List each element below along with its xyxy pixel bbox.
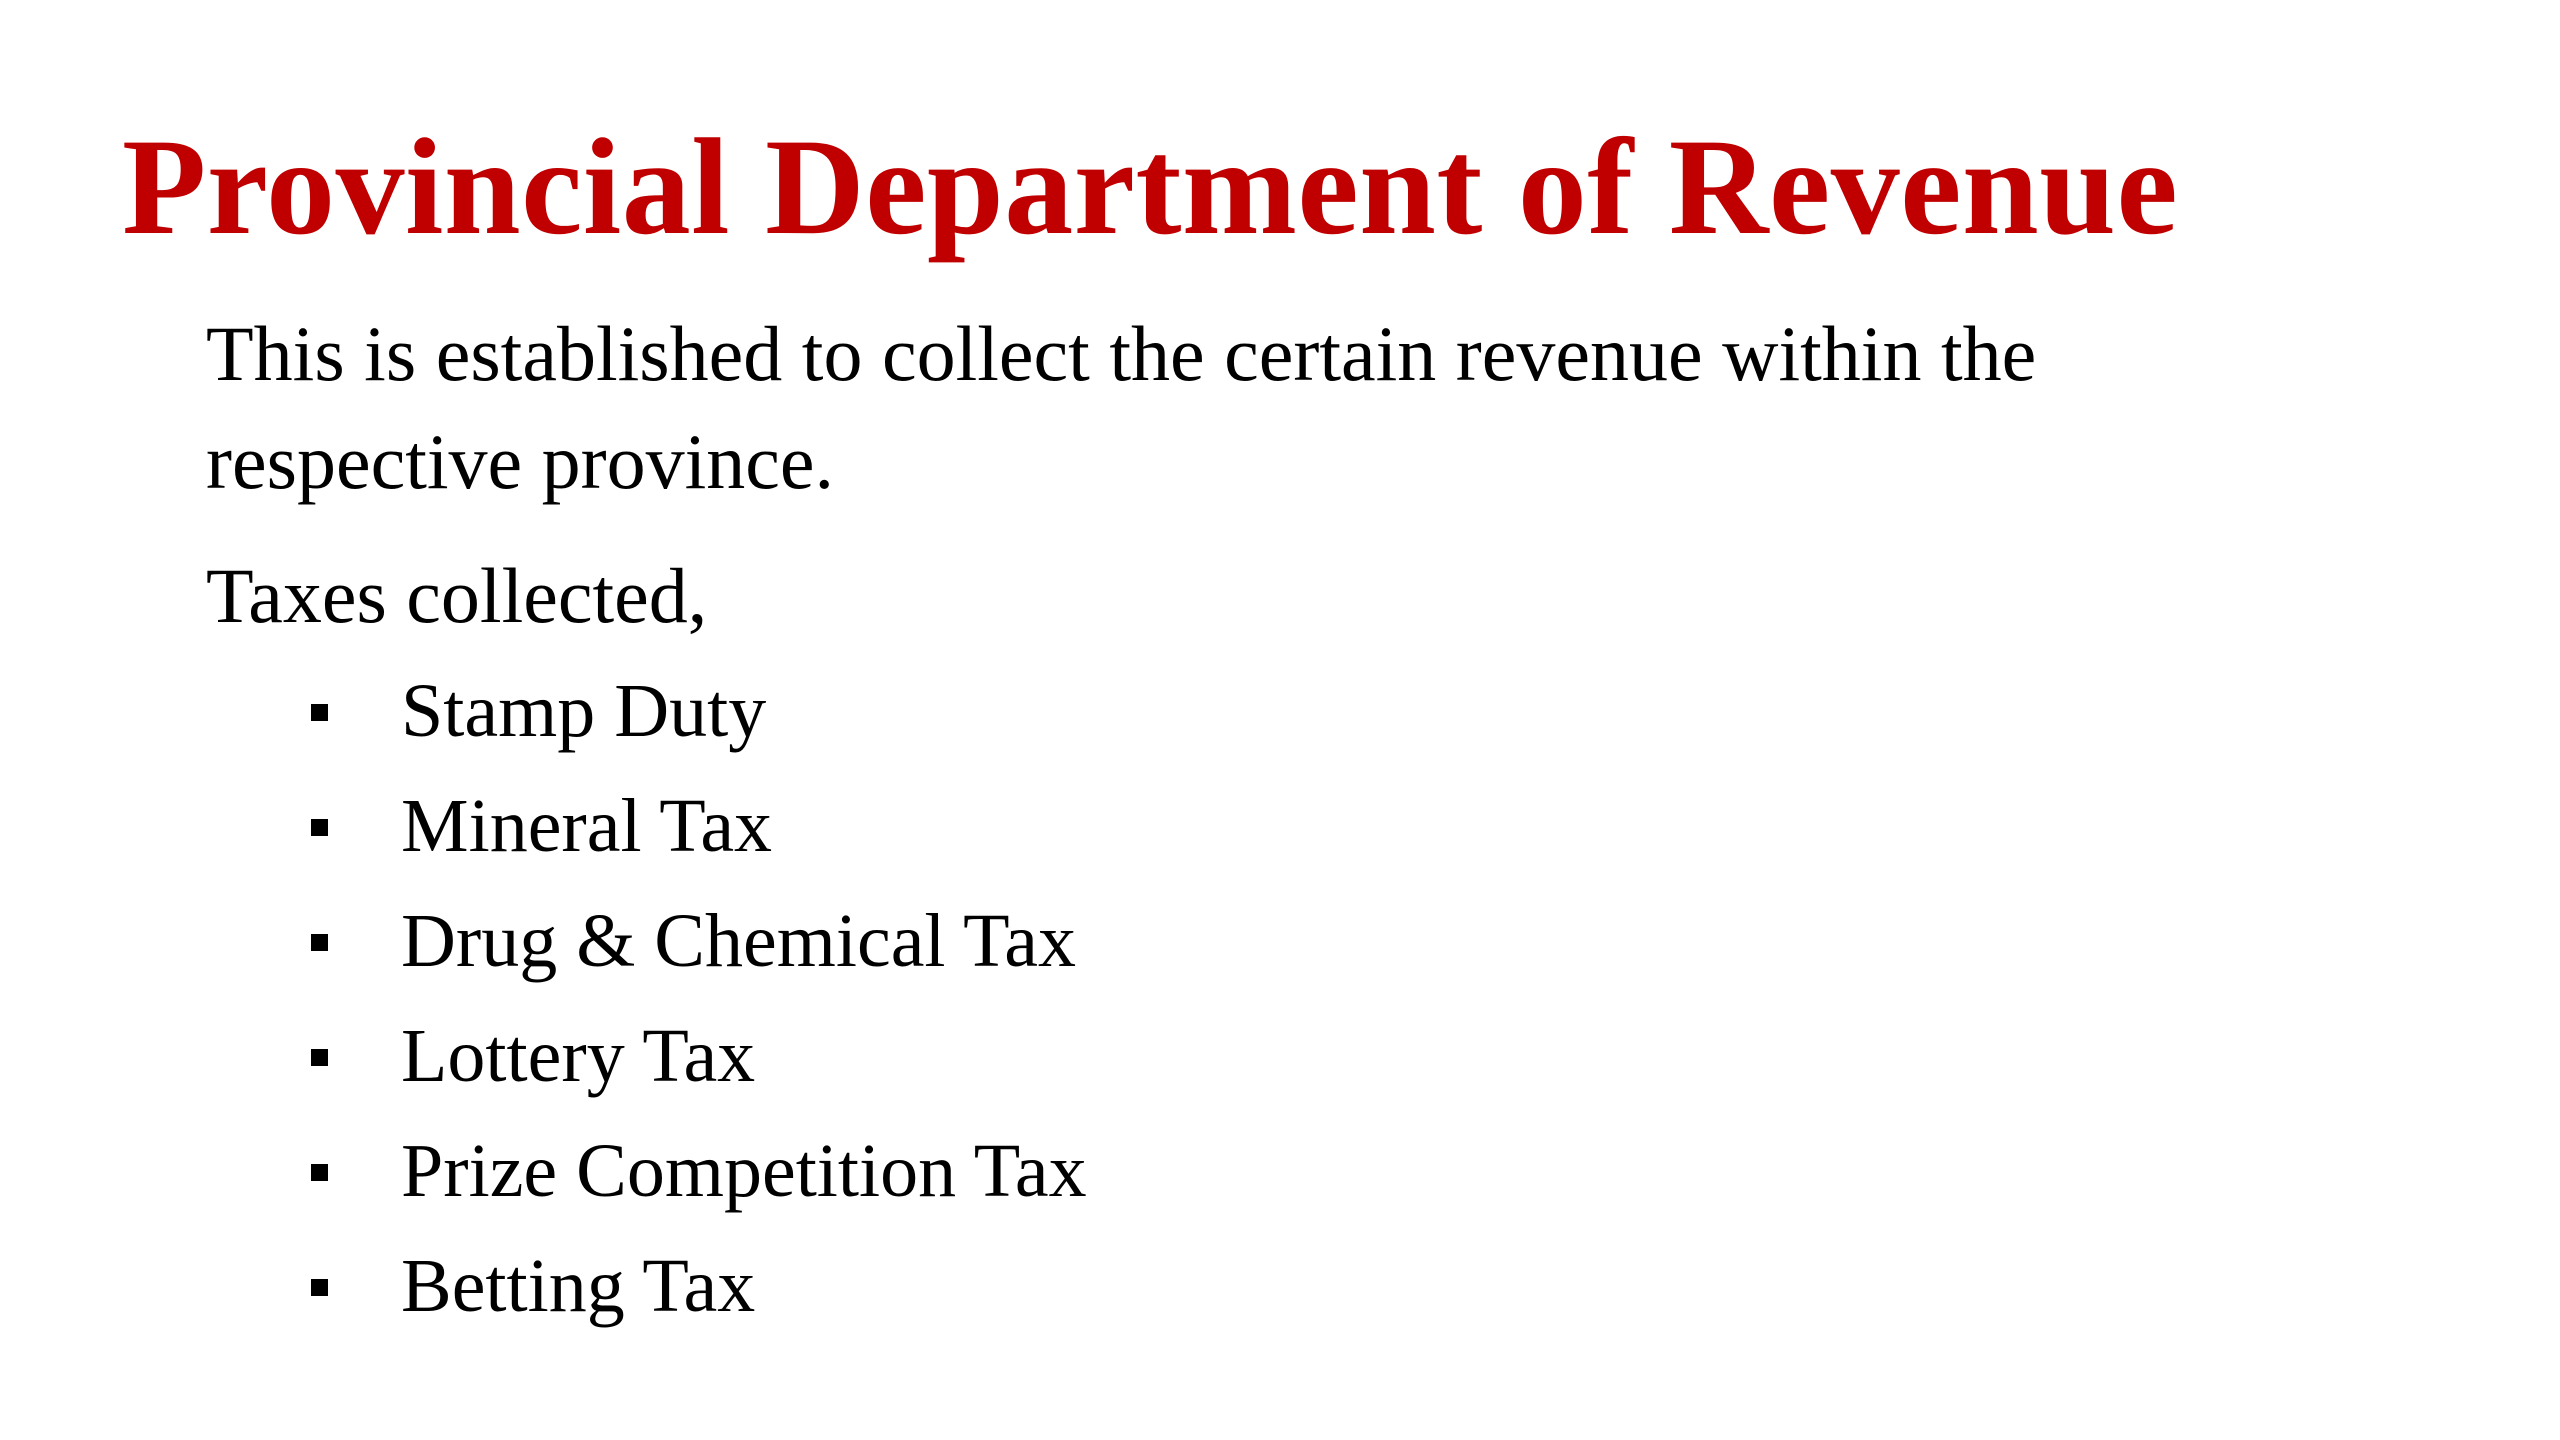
square-bullet-icon — [311, 934, 328, 951]
square-bullet-icon — [311, 1279, 328, 1296]
square-bullet-icon — [311, 1049, 328, 1066]
tax-name: Drug & Chemical Tax — [401, 899, 1077, 983]
list-item — [206, 999, 2206, 1114]
intro-paragraph — [206, 300, 2206, 516]
square-bullet-icon — [311, 819, 328, 836]
tax-name: Stamp Duty — [401, 669, 767, 753]
tax-name: Lottery Tax — [401, 1014, 756, 1098]
list-item — [206, 769, 2206, 884]
intro-line-1: This is established to collect the certain revenue within the — [206, 310, 2037, 397]
tax-name: Mineral Tax — [401, 784, 773, 868]
tax-list — [206, 654, 2206, 1344]
slide-title: Provincial Department of Revenue — [122, 110, 2179, 263]
list-item — [206, 884, 2206, 999]
square-bullet-icon — [311, 704, 328, 721]
slide-body — [206, 300, 2206, 1344]
tax-name: Prize Competition Tax — [401, 1129, 1087, 1213]
taxes-heading: Taxes collected, — [206, 552, 708, 639]
list-item — [206, 654, 2206, 769]
intro-line-2: respective province. — [206, 418, 835, 505]
list-item — [206, 1229, 2206, 1344]
tax-name: Betting Tax — [401, 1244, 756, 1328]
square-bullet-icon — [311, 1164, 328, 1181]
list-item — [206, 1114, 2206, 1229]
